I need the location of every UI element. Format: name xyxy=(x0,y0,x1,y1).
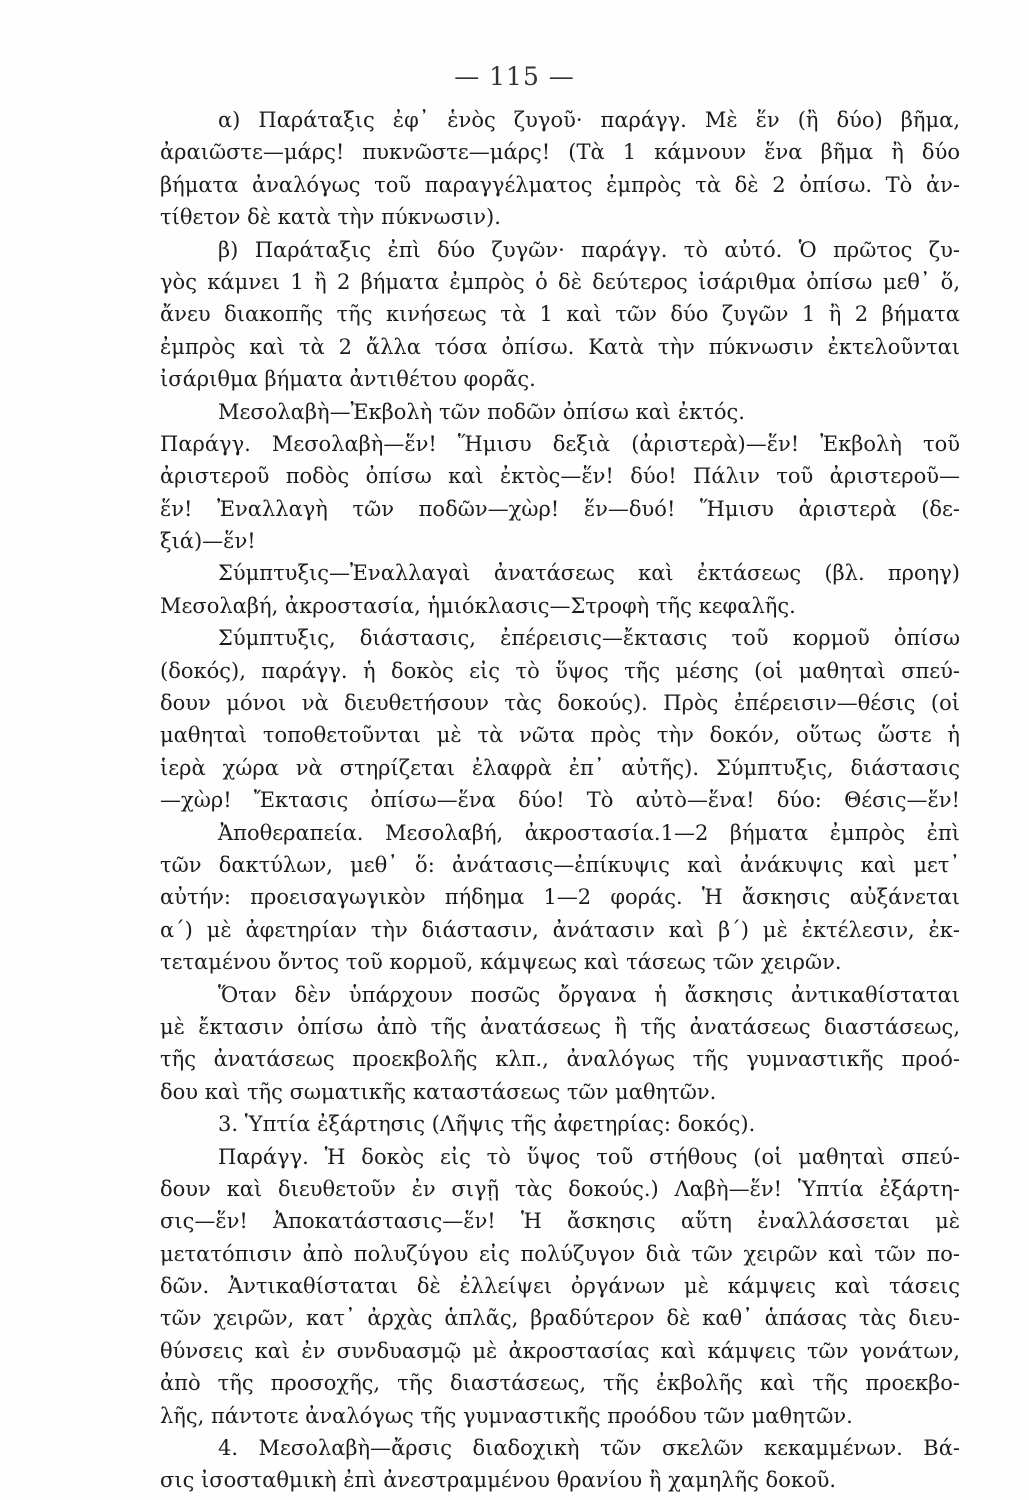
text-line: —χὼρ! Ἔκτασις ὀπίσω—ἕνα δύο! Τὸ αὐτὸ—ἕνα! δύο: Θέσις—ἕν! xyxy=(160,788,960,813)
text-line: λῆς, πάντοτε ἀναλόγως τῆς γυμναστικῆς προόδου τῶν μαθητῶν. xyxy=(160,1403,853,1428)
text-line: δῶν. Ἀντικαθίσταται δὲ ἐλλείψει ὀργάνων μὲ κάμψεις καὶ τάσεις xyxy=(160,1274,960,1299)
text-line: Παράγγ. Ἡ δοκὸς εἰς τὸ ὕψος τοῦ στήθους (οἱ μαθηταὶ σπεύ- xyxy=(218,1144,960,1169)
text-line: τῶν χειρῶν, κατ᾽ ἀρχὰς ἁπλᾶς, βραδύτερον δὲ καθ᾽ ἁπάσας τὰς διευ- xyxy=(160,1306,960,1331)
text-line: ἕν! Ἐναλλαγὴ τῶν ποδῶν—χὼρ! ἕν—δυό! Ἥμισυ ἀριστερὰ (δε- xyxy=(160,496,960,521)
text-line: Ἀποθεραπεία. Μεσολαβή, ἀκροστασία.1—2 βήματα ἐμπρὸς ἐπὶ xyxy=(218,820,960,845)
page-number: — 115 — xyxy=(454,62,575,91)
text-line: Μεσολαβὴ—Ἐκβολὴ τῶν ποδῶν ὀπίσω καὶ ἐκτός. xyxy=(218,399,745,424)
text-line: Σύμπτυξις, διάστασις, ἐπέρεισις—ἔκτασις τοῦ κορμοῦ ὀπίσω xyxy=(218,626,960,651)
text-line: σις—ἕν! Ἀποκατάστασις—ἕν! Ἡ ἄσκησις αὕτη ἐναλλάσσεται μὲ xyxy=(160,1209,960,1234)
text-line: αὐτήν: προεισαγωγικὸν πήδημα 1—2 φοράς. Ἡ ἄσκησις αὐξάνεται xyxy=(160,885,960,910)
text-line: σις ἰσοσταθμικὴ ἐπὶ ἀνεστραμμένου θρανίου ἢ χαμηλῆς δοκοῦ. xyxy=(160,1468,837,1493)
text-line: βήματα ἀναλόγως τοῦ παραγγέλματος ἐμπρὸς τὰ δὲ 2 ὀπίσω. Τὸ ἀν- xyxy=(160,172,960,197)
text-line: Παράγγ. Μεσολαβὴ—ἕν! Ἥμισυ δεξιὰ (ἀριστερὰ)—ἕν! Ἐκβολὴ τοῦ xyxy=(160,431,960,456)
text-line: γὸς κάμνει 1 ἢ 2 βήματα ἐμπρὸς ὁ δὲ δεύτερος ἰσάριθμα ὀπίσω μεθ᾽ ὅ, xyxy=(160,269,960,294)
text-line: ἐμπρὸς καὶ τὰ 2 ἄλλα τόσα ὀπίσω. Κατὰ τὴν πύκνωσιν ἐκτελοῦνται xyxy=(160,334,960,359)
text-line: μετατόπισιν ἀπὸ πολυζύγου εἰς πολύζυγον διὰ τῶν χειρῶν καὶ τῶν πο- xyxy=(160,1241,960,1266)
text-line: δου καὶ τῆς σωματικῆς καταστάσεως τῶν μαθητῶν. xyxy=(160,1079,717,1104)
text-line: δουν μόνοι νὰ διευθετήσουν τὰς δοκούς). Πρὸς ἐπέρεισιν—θέσις (οἱ xyxy=(160,691,960,716)
text-line: β) Παράταξις ἐπὶ δύο ζυγῶν· παράγγ. τὸ αὐτό. Ὁ πρῶτος ζυ- xyxy=(218,237,960,262)
text-line: ξιά)—ἕν! xyxy=(160,529,256,554)
text-line: ἀπὸ τῆς προσοχῆς, τῆς διαστάσεως, τῆς ἐκβολῆς καὶ τῆς προεκβο- xyxy=(160,1371,960,1396)
text-line: ἀραιῶστε—μάρς! πυκνῶστε—μάρς! (Τὰ 1 κάμνουν ἕνα βῆμα ἢ δύο xyxy=(160,140,960,165)
text-line: ἀριστεροῦ ποδὸς ὀπίσω καὶ ἐκτὸς—ἕν! δύο! Πάλιν τοῦ ἀριστεροῦ— xyxy=(160,464,960,489)
text-line: 4. Μεσολαβὴ—ἄρσις διαδοχικὴ τῶν σκελῶν κεκαμμένων. Βά- xyxy=(218,1436,960,1461)
text-line: μὲ ἔκτασιν ὀπίσω ἀπὸ τῆς ἀνατάσεως ἢ τῆς ἀνατάσεως διαστάσεως, xyxy=(160,1014,960,1039)
text-line: (δοκός), παράγγ. ἡ δοκὸς εἰς τὸ ὕψος τῆς μέσης (οἱ μαθηταὶ σπεύ- xyxy=(160,658,960,683)
text-line: τίθετον δὲ κατὰ τὴν πύκνωσιν). xyxy=(160,205,501,230)
body-text xyxy=(160,104,960,1497)
text-line: α) Παράταξις ἐφ᾽ ἑνὸς ζυγοῦ· παράγγ. Μὲ ἕν (ἢ δύο) βῆμα, xyxy=(218,108,960,132)
text-line: ἰσάριθμα βήματα ἀντιθέτου φορᾶς. xyxy=(160,367,536,392)
text-line: α΄) μὲ ἀφετηρίαν τὴν διάστασιν, ἀνάτασιν καὶ β΄) μὲ ἐκτέλεσιν, ἐκ- xyxy=(160,917,960,942)
text-line: μαθηταὶ τοποθετοῦνται μὲ τὰ νῶτα πρὸς τὴν δοκόν, οὕτως ὥστε ἡ xyxy=(160,723,960,748)
text-line: 3. Ὑπτία ἐξάρτησις (Λῆψις τῆς ἀφετηρίας: δοκός). xyxy=(218,1112,756,1137)
text-line: ἄνευ διακοπῆς τῆς κινήσεως τὰ 1 καὶ τῶν δύο ζυγῶν 1 ἢ 2 βήματα xyxy=(160,302,960,327)
text-line: Μεσολαβή, ἀκροστασία, ἡμιόκλασις—Στροφὴ τῆς κεφαλῆς. xyxy=(160,593,796,618)
text-line: Σύμπτυξις—Ἐναλλαγαὶ ἀνατάσεως καὶ ἐκτάσεως (βλ. προηγ) xyxy=(218,561,960,586)
text-line: τεταμένου ὄντος τοῦ κορμοῦ, κάμψεως καὶ τάσεως τῶν χειρῶν. xyxy=(160,950,842,975)
text-line: ἱερὰ χώρα νὰ στηρίζεται ἐλαφρὰ ἐπ᾽ αὐτῆς). Σύμπτυξις, διάστασις xyxy=(160,755,960,780)
text-line: τῶν δακτύλων, μεθ᾽ ὅ: ἀνάτασις—ἐπίκυψις καὶ ἀνάκυψις καὶ μετ᾽ xyxy=(160,852,960,877)
text-line: θύνσεις καὶ ἐν συνδυασμῷ μὲ ἀκροστασίας καὶ κάμψεις τῶν γονάτων, xyxy=(160,1338,960,1363)
text-line: δουν καὶ διευθετοῦν ἐν σιγῇ τὰς δοκούς.) Λαβὴ—ἕν! Ὑπτία ἐξάρτη- xyxy=(160,1176,960,1201)
text-line: τῆς ἀνατάσεως προεκβολῆς κλπ., ἀναλόγως τῆς γυμναστικῆς προό- xyxy=(160,1047,960,1072)
text-line: Ὅταν δὲν ὑπάρχουν ποσῶς ὄργανα ἡ ἄσκησις ἀντικαθίσταται xyxy=(218,982,960,1007)
